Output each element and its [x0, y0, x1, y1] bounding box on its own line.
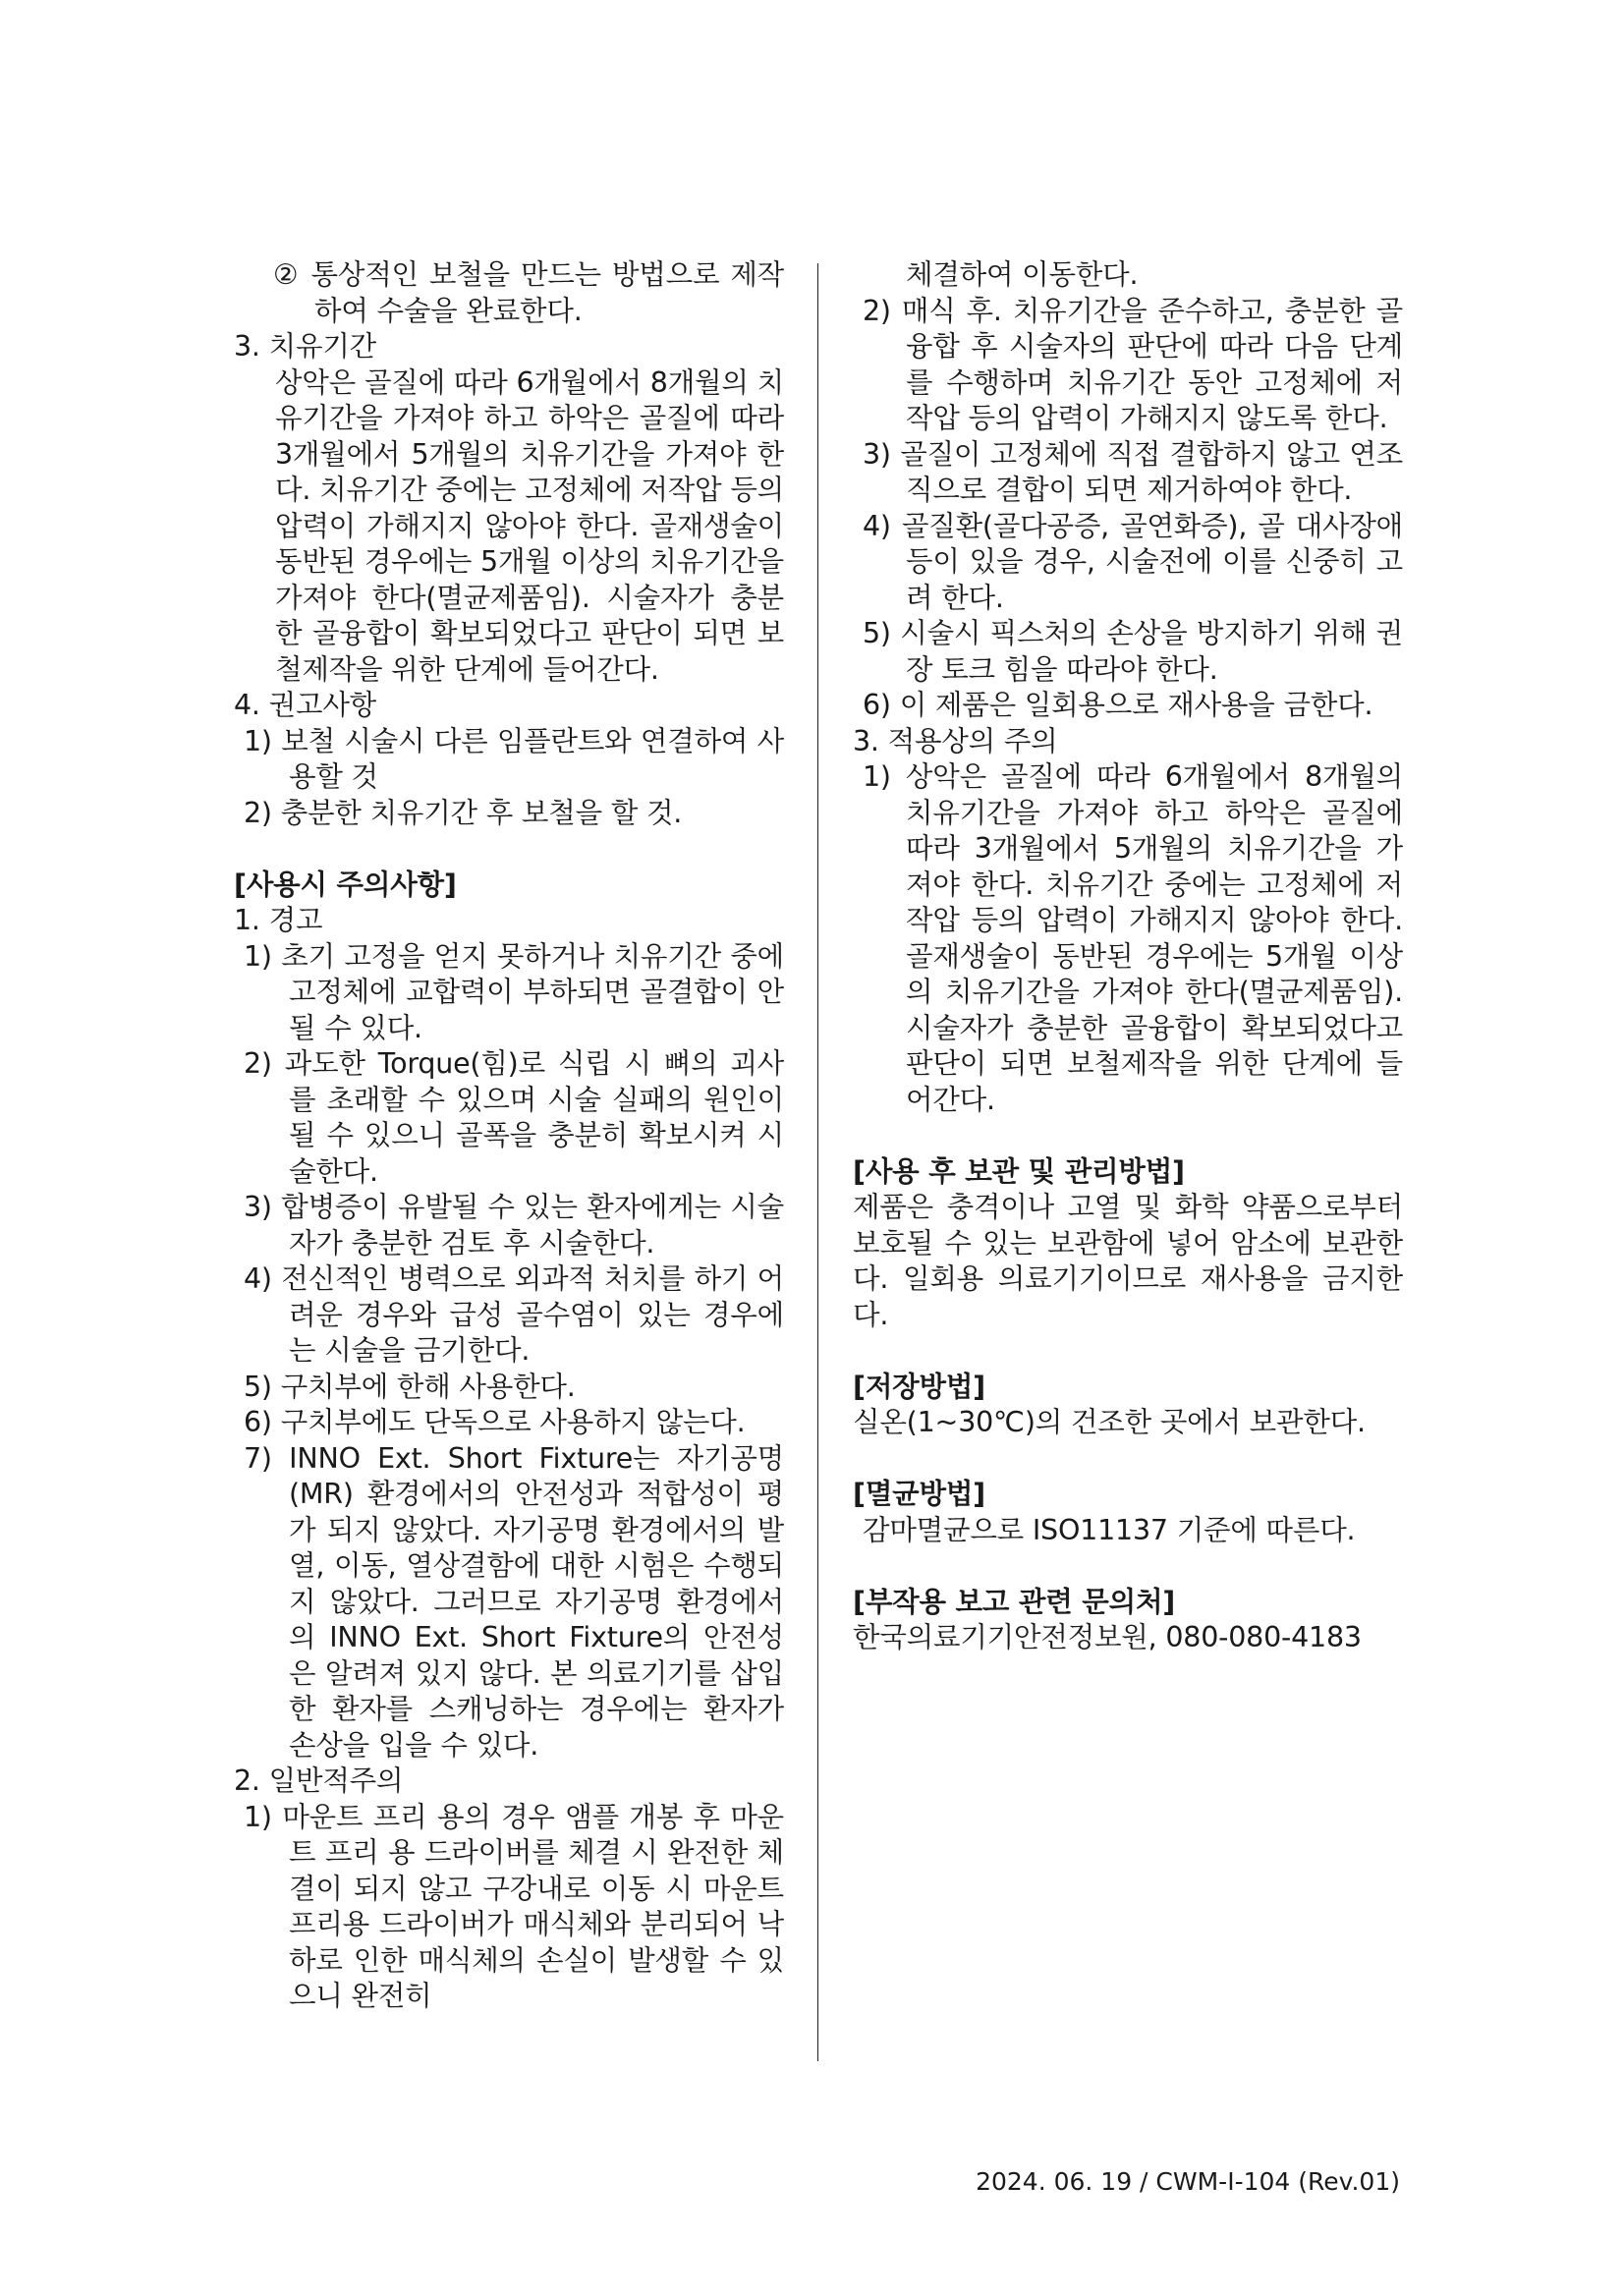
section-heading: 3. 치유기간 [234, 330, 376, 363]
section-title: [저장방법] [853, 1370, 985, 1403]
list-item: 5) 구치부에 한해 사용한다. [244, 1370, 576, 1403]
list-item: 7) INNO Ext. Short Fixture는 자기공명(MR) 환경에서의 안전성과 적합성이 평가 되지 않았다. 자기공명 환경에서의 발열, 이동, 열상결함에 대한 시험은 수행되지 않았다. 그러므로 자기공명 환경에서의 INNO Ext. Short Fixture의 안전성은 알려져 있지 않다. 본 의료기기를 삽입한 환자를 스캐닝하는 경우에는 환자가 손상을 입을 수 있다. [244, 1441, 784, 1762]
list-item: 2) 매식 후. 치유기간을 준수하고, 충분한 골융합 후 시술자의 판단에 따라 다음 단계를 수행하며 치유기간 동안 고정체에 저작압 등의 압력이 가해지지 않도록 한다. [863, 294, 1403, 434]
list-item: 6) 이 제품은 일회용으로 재사용을 금한다. [863, 689, 1373, 721]
paragraph: 상악은 골질에 따라 6개월에서 8개월의 치유기간을 가져야 하고 하악은 골질에 따라 3개월에서 5개월의 치유기간을 가져야 한다. 치유기간 중에는 고정체에 저작압 등의 압력이 가해지지 않아야 한다. 골재생술이 동반된 경우에는 5개월 이상의 치유기간을 가져야 한다(멸균제품임). 시술자가 충분한 골융합이 확보되었다고 판단이 되면 보철제작을 위한 단계에 들어간다. [275, 365, 784, 686]
spacer [853, 1118, 1403, 1154]
left-column [234, 257, 784, 2015]
list-item: 2) 과도한 Torque(힘)로 식립 시 뼈의 괴사를 초래할 수 있으며 시술 실패의 원인이 될 수 있으니 골폭을 충분히 확보시켜 시술한다. [244, 1047, 784, 1188]
paragraph: 감마멸균으로 ISO11137 기준에 따른다. [863, 1513, 1356, 1546]
spacer [234, 831, 784, 868]
list-item: 1) 보철 시술시 다른 임플란트와 연결하여 사용할 것 [244, 724, 784, 793]
section-heading: 3. 적용상의 주의 [853, 724, 1058, 757]
list-item: 2) 충분한 치유기간 후 보철을 할 것. [244, 796, 683, 829]
document-footer: 2024. 06. 19 / CWM-I-104 (Rev.01) [976, 2167, 1400, 2196]
section-heading: 2. 일반적주의 [234, 1764, 404, 1797]
spacer [853, 1441, 1403, 1478]
spacer [853, 1333, 1403, 1370]
list-item: 3) 합병증이 유발될 수 있는 환자에게는 시술자가 충분한 검토 후 시술한다. [244, 1191, 784, 1260]
paragraph: 실온(1~30℃)의 건조한 곳에서 보관한다. [853, 1406, 1366, 1438]
list-item: 1) 마운트 프리 용의 경우 앰플 개봉 후 마운트 프리 용 드라이버를 체결 시 완전한 체결이 되지 않고 구강내로 이동 시 마운트 프리용 드라이버가 매식체와 분리되어 낙하로 인한 매식체의 손실이 발생할 수 있으니 완전히 [244, 1800, 784, 2012]
list-item: 4) 골질환(골다공증, 골연화증), 골 대사장애 등이 있을 경우, 시술전에 이를 신중히 고려 한다. [863, 509, 1403, 614]
right-column [853, 257, 1403, 1656]
paragraph: ② 통상적인 보철을 만드는 방법으로 제작하여 수술을 완료한다. [273, 258, 784, 327]
list-item: 6) 구치부에도 단독으로 사용하지 않는다. [244, 1406, 746, 1438]
section-title: [사용시 주의사항] [234, 868, 457, 901]
list-item: 5) 시술시 픽스처의 손상을 방지하기 위해 권장 토크 힘을 따라야 한다. [863, 617, 1403, 686]
column-divider [817, 263, 818, 2061]
section-title: [부작용 보고 관련 문의처] [853, 1585, 1176, 1618]
paragraph: 체결하여 이동한다. [906, 258, 1139, 291]
list-item: 1) 상악은 골질에 따라 6개월에서 8개월의 치유기간을 가져야 하고 하악은 골질에 따라 3개월에서 5개월의 치유기간을 가져야 한다. 치유기간 중에는 고정체에 저작압 등의 압력이 가해지지 않아야 한다. 골재생술이 동반된 경우에는 5개월 이상의 치유기간을 가져야 한다(멸균제품임). 시술자가 충분한 골융합이 확보되었다고 판단이 되면 보철제작을 위한 단계에 들어간다. [863, 760, 1403, 1116]
list-item: 4) 전신적인 병력으로 외과적 처치를 하기 어려운 경우와 급성 골수염이 있는 경우에는 시술을 금기한다. [244, 1262, 784, 1367]
section-heading: 1. 경고 [234, 904, 323, 936]
paragraph: 한국의료기기안전정보원, 080-080-4183 [853, 1621, 1362, 1653]
section-title: [사용 후 보관 및 관리방법] [853, 1154, 1185, 1188]
section-title: [멸균방법] [853, 1478, 985, 1510]
section-heading: 4. 권고사항 [234, 689, 376, 721]
list-item: 3) 골질이 고정체에 직접 결합하지 않고 연조직으로 결합이 되면 제거하여야 한다. [863, 437, 1403, 506]
spacer [853, 1548, 1403, 1585]
list-item: 1) 초기 고정을 얻지 못하거나 치유기간 중에 고정체에 교합력이 부하되면 골결합이 안 될 수 있다. [244, 939, 784, 1044]
paragraph: 제품은 충격이나 고열 및 화학 약품으로부터 보호될 수 있는 보관함에 넣어 암소에 보관한다. 일회용 의료기기이므로 재사용을 금지한다. [853, 1191, 1403, 1331]
